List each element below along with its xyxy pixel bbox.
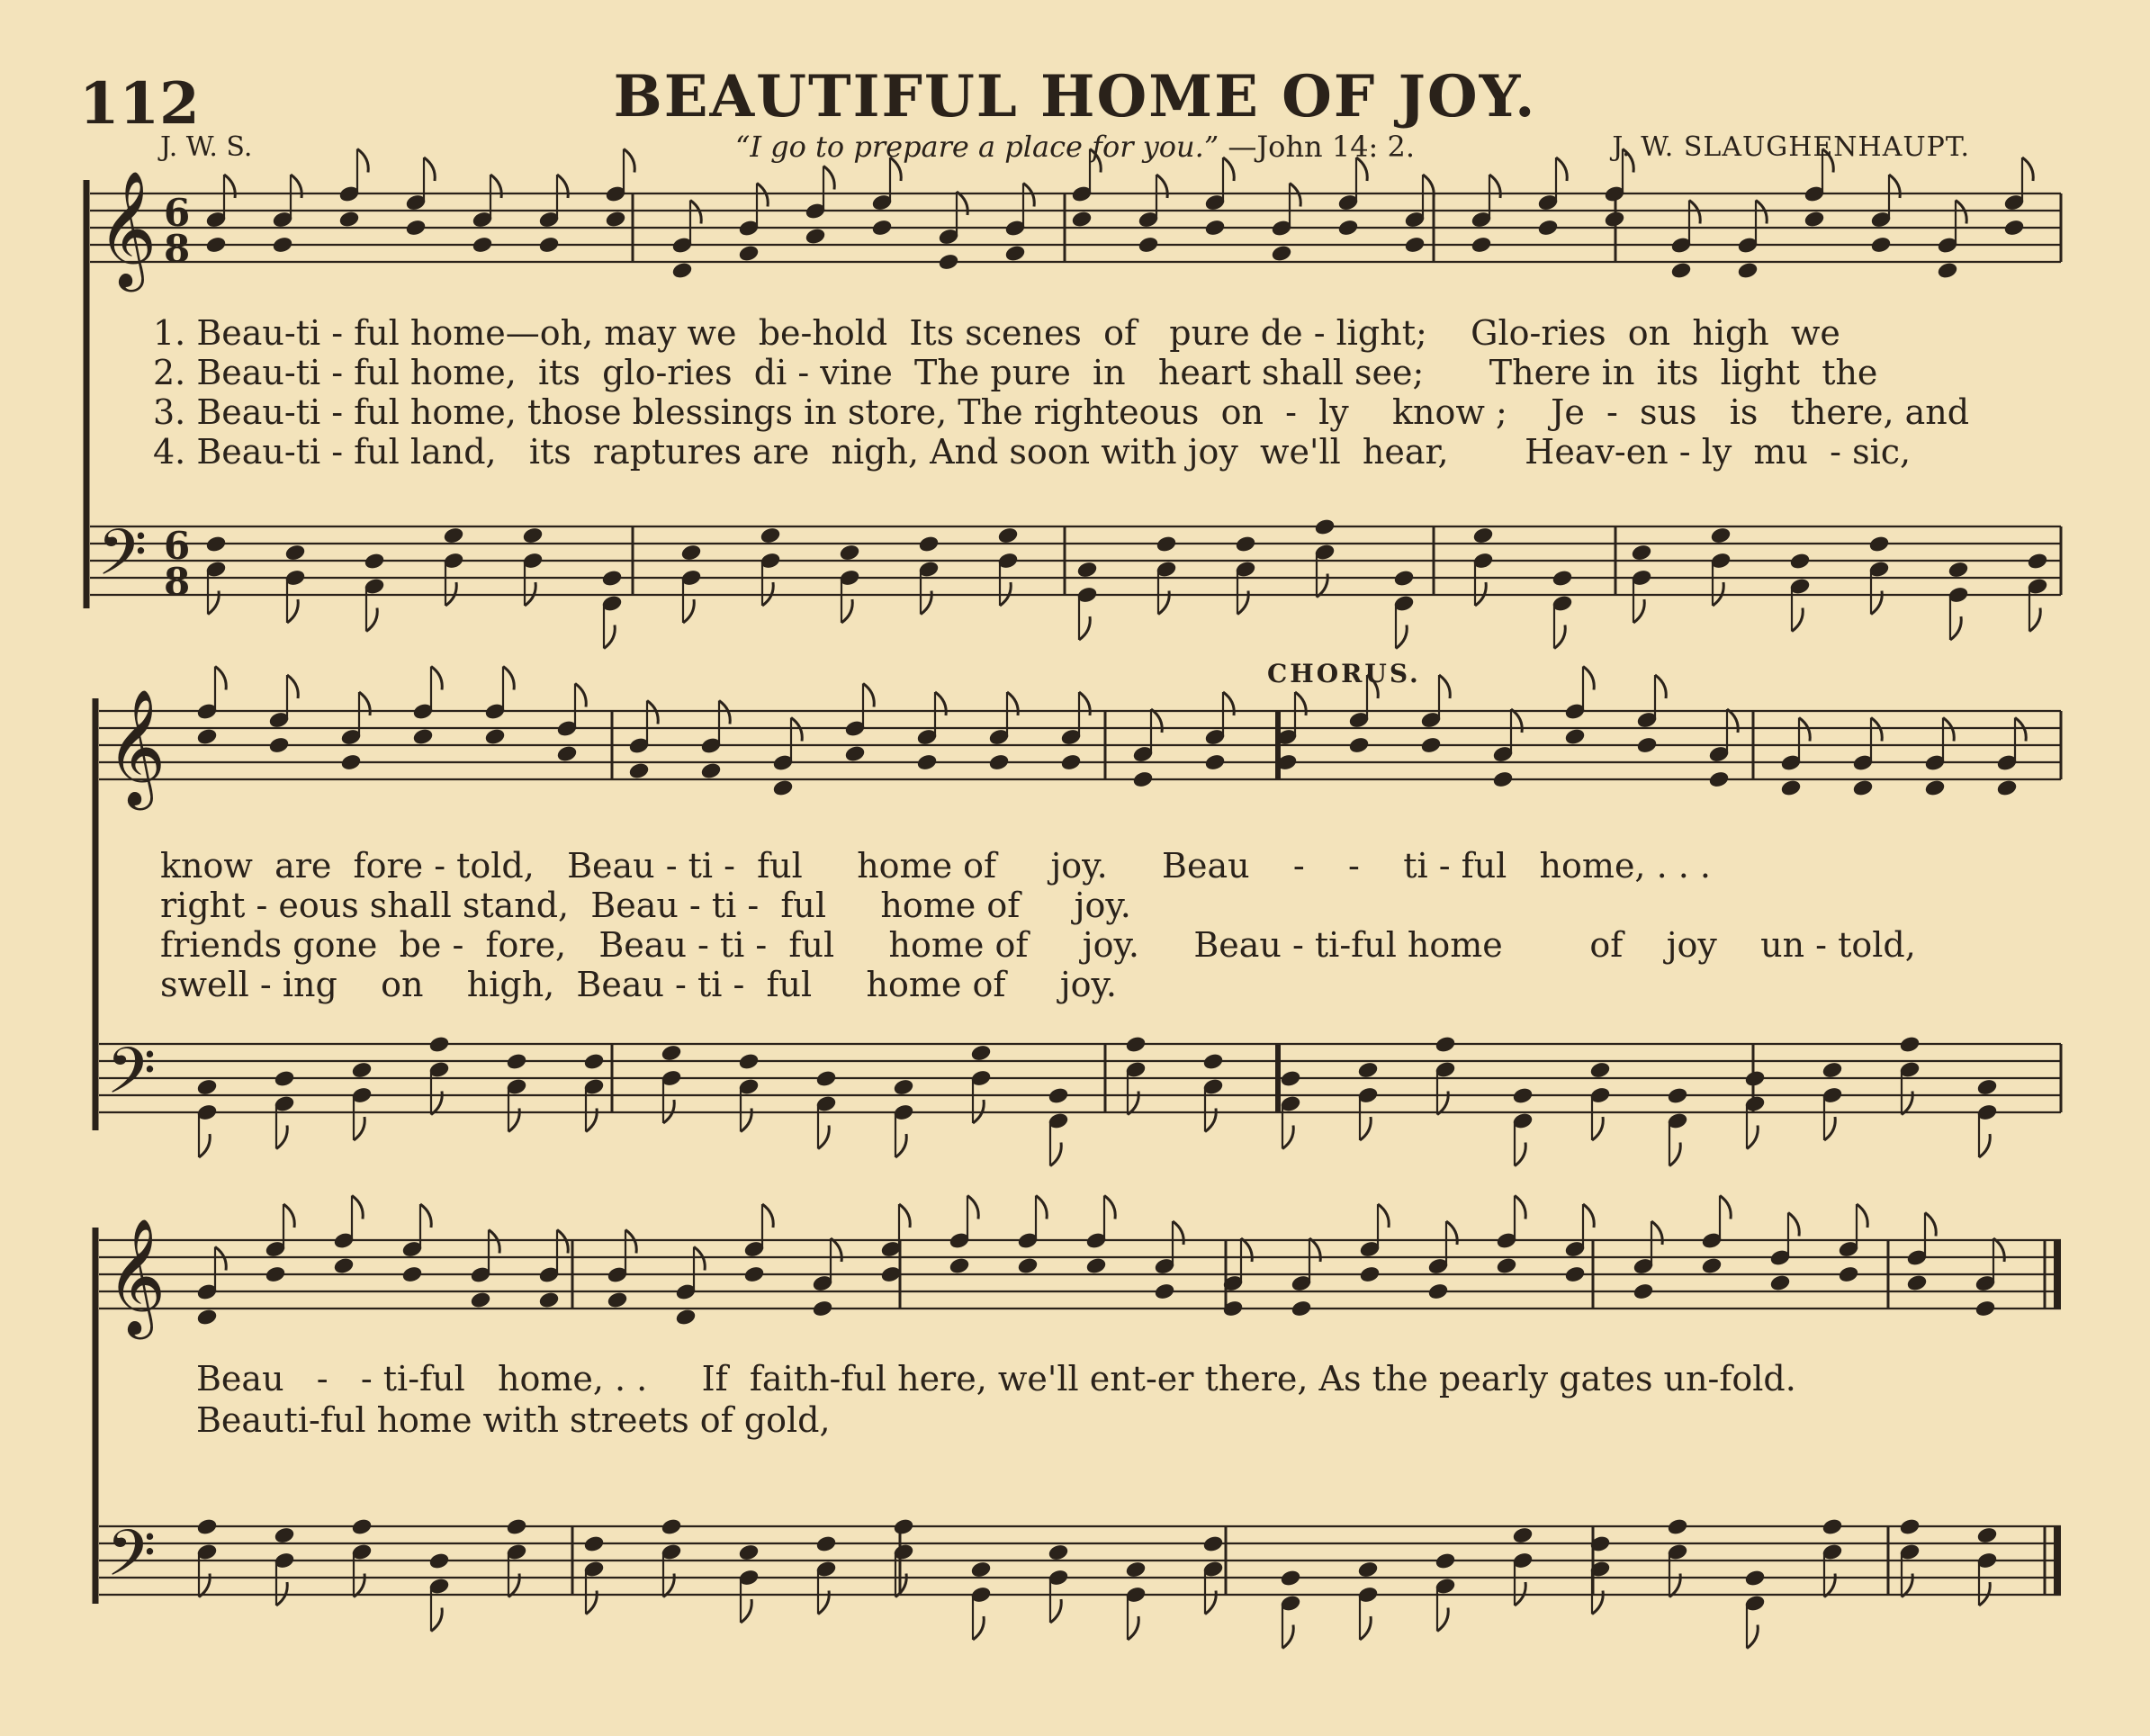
lyricist-credit: J. W. S. xyxy=(160,131,253,163)
note-head xyxy=(1017,1257,1039,1275)
note-flag xyxy=(2029,608,2040,632)
note-head xyxy=(265,1265,286,1283)
note-head xyxy=(1667,1518,1688,1536)
note-flag xyxy=(366,608,377,632)
note-head xyxy=(1132,770,1154,788)
note-flag xyxy=(1950,616,1961,640)
note-head xyxy=(1357,1061,1379,1079)
note-flag xyxy=(890,157,901,181)
note-head xyxy=(1604,211,1625,229)
note-head xyxy=(1496,1257,1517,1275)
page-number: 112 xyxy=(79,70,200,138)
note-flag xyxy=(276,1126,287,1149)
note-head xyxy=(272,236,293,254)
note-head xyxy=(1789,553,1811,571)
bass-clef-icon: 𝄢 xyxy=(97,516,148,606)
note-flag xyxy=(690,201,701,224)
note-head xyxy=(815,1535,837,1553)
note-flag xyxy=(557,175,568,198)
bass-clef-icon: 𝄢 xyxy=(106,1034,157,1124)
note-flag xyxy=(1396,625,1407,649)
note-flag xyxy=(1050,1599,1061,1623)
note-flag xyxy=(2022,157,2033,181)
note-head xyxy=(1202,1053,1224,1071)
note-flag xyxy=(791,718,802,742)
note-head xyxy=(428,1036,450,1054)
note-head xyxy=(1976,1078,1998,1096)
note-flag xyxy=(1036,1196,1047,1219)
lyric-verse-2: 2. Beau-ti - ful home, its glo-ries di - vine The pure in heart shall see; There in its light the xyxy=(153,353,1878,392)
note-flag xyxy=(1788,1213,1799,1237)
note-head xyxy=(1204,219,1226,237)
note-head xyxy=(680,544,702,562)
note-head xyxy=(1337,219,1359,237)
lyric-verse-1: 1. Beau-ti - ful home—oh, may we be-hold Its scenes of pure de - light; Glo-ries on high we xyxy=(153,313,1840,353)
note-head xyxy=(1906,1274,1928,1292)
treble-clef-icon: 𝄞 xyxy=(97,170,157,287)
time-sig-top: 6 xyxy=(164,191,191,235)
time-sig-top: 6 xyxy=(164,524,191,568)
note-flag xyxy=(424,157,435,181)
note-flag xyxy=(357,149,368,173)
note-head xyxy=(1975,1300,1996,1318)
note-head xyxy=(893,1078,914,1096)
note-head xyxy=(340,753,362,771)
note-head xyxy=(1314,518,1336,536)
note-head xyxy=(949,1257,970,1275)
note-flag xyxy=(1655,675,1666,698)
note-head xyxy=(1899,1036,1921,1054)
note-head xyxy=(1048,1543,1069,1561)
note-flag xyxy=(757,184,768,207)
note-head xyxy=(1435,1552,1456,1570)
note-head xyxy=(918,535,940,553)
note-flag xyxy=(863,684,874,707)
note-head xyxy=(405,219,427,237)
note-head xyxy=(333,1257,355,1275)
note-head xyxy=(1357,1561,1379,1579)
composer-credit: J. W. SLAUGHENHAUPT. xyxy=(1612,131,1970,163)
note-head xyxy=(1670,262,1692,280)
note-head xyxy=(772,779,794,797)
system2-bass-staff xyxy=(99,1044,2061,1112)
note-flag xyxy=(1282,1126,1293,1149)
note-head xyxy=(484,728,506,746)
time-sig-bottom: 8 xyxy=(164,560,191,604)
note-head xyxy=(556,745,578,763)
note-head xyxy=(1737,262,1759,280)
note-head xyxy=(1071,211,1093,229)
note-head xyxy=(284,544,306,562)
system1-bass-staff xyxy=(90,526,2061,595)
note-head xyxy=(2003,219,2025,237)
note-flag xyxy=(1423,175,1434,198)
note-flag xyxy=(1822,149,1833,173)
note-head xyxy=(583,1535,605,1553)
note-flag xyxy=(1360,1616,1371,1640)
note-head xyxy=(538,236,560,254)
note-flag xyxy=(352,1196,363,1219)
note-flag xyxy=(431,667,442,690)
note-head xyxy=(1708,770,1730,788)
note-head xyxy=(443,526,464,544)
note-flag xyxy=(625,1230,636,1254)
note-flag xyxy=(683,599,694,623)
lyric-verse-4: 4. Beau-ti - ful land, its raptures are nigh, And soon with joy we'll hear, Heav-en - ly mu - sic, xyxy=(153,432,1912,472)
note-flag xyxy=(1223,157,1234,181)
note-head xyxy=(815,1070,837,1088)
note-head xyxy=(1004,245,1026,263)
note-head xyxy=(1420,736,1442,754)
note-flag xyxy=(762,1204,773,1228)
bass-clef-icon: 𝄢 xyxy=(106,1516,157,1606)
note-head xyxy=(1852,779,1874,797)
lyric-chorus-line-1: Beau - - ti-ful home, . . If faith-ful here, we'll ent-er there, As the pearly gates un-fold. xyxy=(196,1359,1796,1399)
note-flag xyxy=(1378,1204,1389,1228)
note-flag xyxy=(1356,157,1367,181)
note-head xyxy=(1154,1282,1175,1300)
note-flag xyxy=(1104,1196,1115,1219)
note-flag xyxy=(1489,175,1500,198)
note-head xyxy=(1156,535,1177,553)
note-flag xyxy=(694,1247,705,1271)
chorus-label: CHORUS. xyxy=(1267,659,1421,688)
note-flag xyxy=(557,1230,568,1254)
note-head xyxy=(839,544,860,562)
note-head xyxy=(351,1518,373,1536)
note-head xyxy=(506,1518,527,1536)
time-sig-bottom: 8 xyxy=(164,227,191,271)
note-head xyxy=(1537,219,1559,237)
note-flag xyxy=(604,625,615,649)
note-head xyxy=(1564,1265,1586,1283)
note-head xyxy=(893,1518,914,1536)
note-flag xyxy=(719,701,730,724)
note-head xyxy=(196,1309,218,1327)
note-head xyxy=(205,535,227,553)
note-head xyxy=(760,526,781,544)
note-flag xyxy=(1689,201,1700,224)
note-head xyxy=(196,1518,218,1536)
note-head xyxy=(1701,1257,1723,1275)
note-flag xyxy=(1956,201,1966,224)
note-head xyxy=(1744,1570,1766,1588)
note-head xyxy=(938,253,959,271)
note-head xyxy=(1899,1518,1921,1536)
note-head xyxy=(583,1053,605,1071)
note-head xyxy=(997,526,1019,544)
note-head xyxy=(675,1309,697,1327)
scripture-quote: “I go to prepare a place for you.” xyxy=(734,130,1219,164)
note-flag xyxy=(1090,149,1101,173)
note-head xyxy=(916,753,938,771)
note-head xyxy=(1937,262,1958,280)
note-flag xyxy=(1979,1134,1990,1157)
note-head xyxy=(1404,236,1426,254)
note-flag xyxy=(1592,1117,1603,1140)
note-flag xyxy=(1623,149,1633,173)
note-flag xyxy=(1556,157,1567,181)
note-head xyxy=(1631,544,1652,562)
note-flag xyxy=(1050,1143,1061,1166)
note-head xyxy=(401,1265,423,1283)
note-flag xyxy=(1669,1143,1680,1166)
lyric-verse-3: 3. Beau-ti - ful home, those blessings in store, The righteous on - ly know ; Je - sus is there, and xyxy=(153,392,1970,432)
note-head xyxy=(1976,1526,1998,1544)
note-head xyxy=(1744,1070,1766,1088)
note-flag xyxy=(967,1196,978,1219)
note-flag xyxy=(841,599,852,623)
note-head xyxy=(628,762,650,780)
note-flag xyxy=(1857,1204,1867,1228)
system3-bass-staff xyxy=(99,1526,2061,1595)
note-flag xyxy=(489,1230,499,1254)
note-head xyxy=(661,1044,682,1062)
note-head xyxy=(1948,561,1969,579)
note-flag xyxy=(1824,1117,1835,1140)
note-flag xyxy=(1871,718,1882,742)
note-flag xyxy=(1889,175,1900,198)
note-head xyxy=(1393,570,1415,588)
note-flag xyxy=(224,175,235,198)
note-head xyxy=(671,262,693,280)
note-flag xyxy=(1515,1196,1525,1219)
lyric-verse-3: friends gone be - fore, Beau - ti - ful home of joy. Beau - ti-ful home of joy un - told, xyxy=(160,925,1916,965)
note-head xyxy=(196,1078,218,1096)
note-head xyxy=(1868,535,1890,553)
note-head xyxy=(1235,535,1256,553)
note-head xyxy=(1769,1274,1791,1292)
note-head xyxy=(1204,753,1226,771)
note-head xyxy=(1435,1036,1456,1054)
note-flag xyxy=(199,1134,210,1157)
note-head xyxy=(1512,1087,1534,1105)
note-flag xyxy=(1943,718,1954,742)
note-flag xyxy=(1792,608,1803,632)
note-head xyxy=(1780,779,1802,797)
note-flag xyxy=(1583,667,1594,690)
note-flag xyxy=(1515,1143,1525,1166)
note-flag xyxy=(1079,616,1090,640)
note-flag xyxy=(215,1247,226,1271)
note-flag xyxy=(895,1134,906,1157)
note-head xyxy=(1291,1300,1312,1318)
lyric-verse-1: know are fore - told, Beau - ti - ful home of joy. Beau - - ti - ful home, . . . xyxy=(160,846,1711,886)
note-flag xyxy=(354,1117,364,1140)
note-flag xyxy=(1023,184,1034,207)
note-head xyxy=(470,1291,491,1309)
note-head xyxy=(812,1300,833,1318)
note-head xyxy=(970,1044,992,1062)
note-flag xyxy=(503,667,514,690)
note-flag xyxy=(291,175,301,198)
note-head xyxy=(1589,1061,1611,1079)
note-head xyxy=(1822,1518,1843,1536)
note-flag xyxy=(1720,1196,1731,1219)
note-flag xyxy=(1747,1126,1758,1149)
note-head xyxy=(1280,1570,1301,1588)
note-head xyxy=(1564,728,1586,746)
note-head xyxy=(268,736,290,754)
note-head xyxy=(1359,1265,1381,1283)
note-head xyxy=(274,1070,295,1088)
note-head xyxy=(1870,236,1892,254)
note-head xyxy=(1125,1561,1147,1579)
note-head xyxy=(1667,1087,1688,1105)
note-head xyxy=(844,745,866,763)
note-flag xyxy=(973,1616,984,1640)
note-flag xyxy=(1799,718,1810,742)
note-flag xyxy=(431,1608,442,1632)
note-head xyxy=(538,1291,560,1309)
note-flag xyxy=(899,1204,910,1228)
note-head xyxy=(1271,245,1292,263)
note-head xyxy=(364,553,385,571)
note-head xyxy=(1472,526,1494,544)
note-flag xyxy=(1282,1625,1293,1649)
note-flag xyxy=(818,1126,829,1149)
note-head xyxy=(351,1061,373,1079)
note-flag xyxy=(1583,1204,1594,1228)
scripture-citation: —John 14: 2. xyxy=(1228,130,1416,164)
note-head xyxy=(1552,570,1573,588)
treble-clef-icon: 𝄞 xyxy=(106,688,166,805)
lyric-verse-2: right - eous shall stand, Beau - ti - ful home of joy. xyxy=(160,886,1131,925)
note-head xyxy=(1512,1526,1534,1544)
note-flag xyxy=(1439,675,1450,698)
note-flag xyxy=(1156,175,1167,198)
system3-treble-staff xyxy=(99,1240,2061,1309)
note-head xyxy=(205,236,227,254)
note-head xyxy=(871,219,893,237)
note-head xyxy=(1138,236,1159,254)
note-head xyxy=(988,753,1010,771)
note-head xyxy=(738,1053,760,1071)
note-head xyxy=(1427,1282,1449,1300)
note-flag xyxy=(215,667,226,690)
note-head xyxy=(607,1291,628,1309)
note-head xyxy=(1636,736,1658,754)
note-flag xyxy=(823,166,834,190)
note-flag xyxy=(1554,625,1565,649)
note-head xyxy=(738,245,760,263)
note-flag xyxy=(1128,1616,1138,1640)
note-head xyxy=(1125,1036,1147,1054)
note-flag xyxy=(490,175,501,198)
lyric-verse-4: swell - ing on high, Beau - ti - ful home of joy. xyxy=(160,965,1117,1004)
note-head xyxy=(1924,779,1946,797)
note-head xyxy=(1348,736,1370,754)
note-head xyxy=(601,570,623,588)
note-head xyxy=(1202,1535,1224,1553)
note-head xyxy=(522,526,544,544)
hymn-title: BEAUTIFUL HOME OF JOY. xyxy=(613,63,1537,130)
note-flag xyxy=(287,675,298,698)
note-flag xyxy=(1747,1625,1758,1649)
note-flag xyxy=(283,1204,294,1228)
note-head xyxy=(743,1265,765,1283)
note-head xyxy=(1280,1070,1301,1088)
note-flag xyxy=(420,1204,431,1228)
note-head xyxy=(1471,236,1492,254)
note-flag xyxy=(1925,1213,1936,1237)
note-head xyxy=(661,1518,682,1536)
note-flag xyxy=(575,684,586,707)
note-head xyxy=(1996,779,2018,797)
note-flag xyxy=(957,192,967,215)
note-flag xyxy=(1437,1608,1448,1632)
note-head xyxy=(196,728,218,746)
lyric-chorus-line-2: Beauti-ful home with streets of gold, xyxy=(196,1400,831,1440)
note-flag xyxy=(624,149,634,173)
note-head xyxy=(2027,553,2048,571)
note-flag xyxy=(1756,201,1767,224)
system1-treble-staff xyxy=(90,193,2061,262)
note-head xyxy=(1633,1282,1654,1300)
note-head xyxy=(506,1053,527,1071)
note-head xyxy=(880,1265,902,1283)
note-head xyxy=(1838,1265,1859,1283)
treble-clef-icon: 𝄞 xyxy=(106,1218,166,1335)
note-flag xyxy=(647,701,658,724)
note-head xyxy=(428,1552,450,1570)
note-head xyxy=(805,228,826,246)
note-head xyxy=(700,762,722,780)
note-head xyxy=(738,1543,760,1561)
note-head xyxy=(1076,561,1098,579)
note-head xyxy=(1710,526,1732,544)
note-head xyxy=(274,1526,295,1544)
note-head xyxy=(1060,753,1082,771)
note-head xyxy=(1048,1087,1069,1105)
note-head xyxy=(1822,1061,1843,1079)
note-flag xyxy=(1290,184,1300,207)
note-head xyxy=(412,728,434,746)
note-head xyxy=(605,211,626,229)
note-flag xyxy=(741,1599,751,1623)
note-flag xyxy=(1360,1117,1371,1140)
note-head xyxy=(338,211,360,229)
note-head xyxy=(970,1561,992,1579)
note-head xyxy=(1804,211,1825,229)
note-flag xyxy=(287,599,298,623)
note-head xyxy=(1492,770,1514,788)
note-head xyxy=(472,236,493,254)
note-flag xyxy=(2015,718,2026,742)
note-head xyxy=(1085,1257,1107,1275)
note-flag xyxy=(1633,599,1644,623)
